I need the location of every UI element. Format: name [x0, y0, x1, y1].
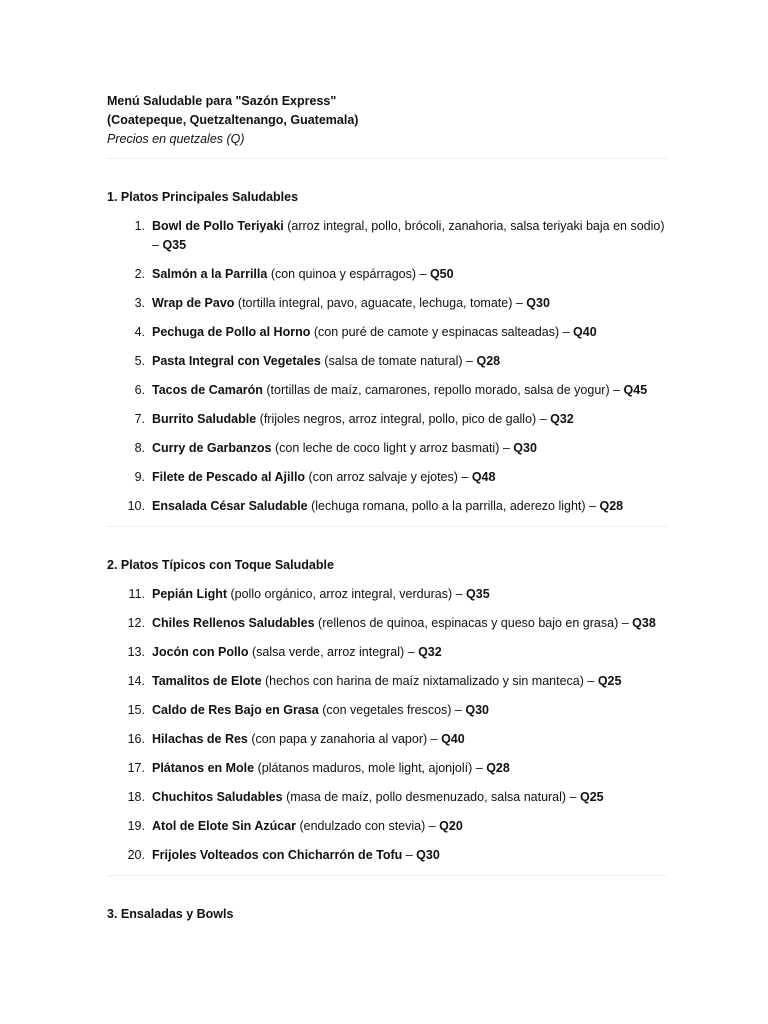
item-description: (con quinoa y espárragos) [267, 267, 417, 281]
item-price: Q25 [597, 674, 622, 688]
item-description: (pollo orgánico, arroz integral, verduras) [227, 587, 453, 601]
item-description: (con puré de camote y espinacas salteadas) [310, 325, 560, 339]
item-description: (plátanos maduros, mole light, ajonjolí) [254, 761, 473, 775]
item-description: (con papa y zanahoria al vapor) [247, 732, 428, 746]
item-separator: – [609, 383, 624, 397]
menu-item [107, 788, 667, 807]
item-description: (tortilla integral, pavo, aguacate, lechuga, tomate) [234, 296, 513, 310]
item-price: Q32 [550, 412, 574, 426]
item-number: 3. [134, 296, 145, 310]
menu-item [107, 672, 667, 691]
item-name: Jocón con Pollo [152, 645, 249, 659]
item-name: Bowl de Pollo Teriyaki [152, 219, 284, 233]
item-name: Pasta Integral con Vegetales [152, 354, 321, 368]
item-number: 4. [134, 325, 145, 339]
item-name: Filete de Pescado al Ajillo [152, 470, 306, 484]
item-number: 1. [134, 219, 145, 233]
menu-item [107, 294, 667, 313]
item-number: 10. [127, 499, 145, 513]
item-number: 9. [134, 470, 145, 484]
menu-item [107, 265, 667, 284]
item-description: (masa de maíz, pollo desmenuzado, salsa natural) [282, 790, 567, 804]
item-separator: – [559, 325, 574, 339]
item-description: (arroz integral, pollo, brócoli, zanahoria, salsa teriyaki baja en sodio) [283, 219, 665, 233]
menu-item [107, 468, 667, 487]
menu-item [107, 730, 667, 749]
item-price: Q38 [632, 616, 656, 630]
item-price: Q45 [623, 383, 648, 397]
item-name: Frijoles Volteados con Chicharrón de Tofu [152, 848, 403, 862]
item-separator: – [462, 354, 477, 368]
section-title: 3. Ensaladas y Bowls [107, 907, 234, 921]
item-description: (lechuga romana, pollo a la parrilla, aderezo light) [307, 499, 586, 513]
item-separator: – [583, 674, 598, 688]
item-separator: – [404, 645, 419, 659]
item-separator: – [499, 441, 514, 455]
item-name: Hilachas de Res [152, 732, 248, 746]
item-number: 17. [127, 761, 145, 775]
menu-item [107, 497, 667, 516]
item-price: Q50 [429, 267, 454, 281]
item-separator: – [152, 238, 163, 252]
currency-note: Precios en quetzales (Q) [107, 132, 245, 146]
item-separator: – [425, 819, 440, 833]
item-separator: – [452, 587, 467, 601]
item-price: Q35 [162, 238, 187, 252]
menu-item [107, 614, 667, 633]
item-description: (tortillas de maíz, camarones, repollo morado, salsa de yogur) [262, 383, 610, 397]
item-description: (con vegetales frescos) [318, 703, 452, 717]
item-name: Burrito Saludable [152, 412, 257, 426]
item-number: 18. [127, 790, 145, 804]
menu-item [107, 701, 667, 720]
item-name: Pechuga de Pollo al Horno [152, 325, 311, 339]
item-description: (endulzado con stevia) [296, 819, 426, 833]
menu-item [107, 643, 667, 662]
menu-item [107, 323, 667, 342]
menu-title: Menú Saludable para "Sazón Express" [107, 94, 337, 108]
item-price: Q35 [466, 587, 490, 601]
item-number: 20. [127, 848, 145, 862]
section-ensaladas-bowls [107, 905, 667, 924]
item-name: Wrap de Pavo [152, 296, 235, 310]
menu-document [107, 92, 667, 924]
item-separator: – [427, 732, 442, 746]
item-price: Q28 [476, 354, 501, 368]
section-platos-tipicos [107, 556, 667, 865]
item-price: Q30 [465, 703, 489, 717]
item-number: 15. [127, 703, 145, 717]
item-price: Q40 [573, 325, 597, 339]
menu-location: (Coatepeque, Quetzaltenango, Guatemala) [107, 113, 359, 127]
item-number: 12. [127, 616, 145, 630]
header-divider [107, 158, 667, 159]
item-name: Ensalada César Saludable [152, 499, 308, 513]
menu-item [107, 585, 667, 604]
menu-item [107, 817, 667, 836]
item-description: (salsa verde, arroz integral) [248, 645, 405, 659]
item-list [107, 217, 667, 516]
item-number: 7. [134, 412, 145, 426]
item-list [107, 585, 667, 865]
item-price: Q30 [526, 296, 550, 310]
item-separator: – [472, 761, 487, 775]
item-description: (con leche de coco light y arroz basmati) [271, 441, 500, 455]
section-title: 2. Platos Típicos con Toque Saludable [107, 558, 334, 572]
item-description: (con arroz salvaje y ejotes) [305, 470, 458, 484]
section-platos-principales [107, 188, 667, 516]
item-price: Q20 [439, 819, 463, 833]
item-price: Q40 [441, 732, 465, 746]
item-number: 6. [134, 383, 145, 397]
item-description: (hechos con harina de maíz nixtamalizado y sin manteca) [261, 674, 584, 688]
item-name: Chiles Rellenos Saludables [152, 616, 315, 630]
item-name: Curry de Garbanzos [152, 441, 272, 455]
item-separator: – [618, 616, 633, 630]
item-price: Q28 [599, 499, 624, 513]
item-number: 11. [128, 587, 145, 601]
item-number: 5. [134, 354, 145, 368]
item-name: Pepián Light [152, 587, 227, 601]
item-description: (frijoles negros, arroz integral, pollo, pico de gallo) [256, 412, 537, 426]
item-number: 8. [134, 441, 145, 455]
menu-item [107, 439, 667, 458]
section-divider [107, 526, 667, 527]
item-description: (salsa de tomate natural) [320, 354, 463, 368]
item-name: Plátanos en Mole [152, 761, 255, 775]
menu-item [107, 352, 667, 371]
item-price: Q28 [486, 761, 510, 775]
menu-item [107, 217, 667, 255]
item-number: 14. [127, 674, 145, 688]
item-price: Q32 [418, 645, 442, 659]
item-separator: – [416, 267, 430, 281]
item-separator: – [585, 499, 600, 513]
item-name: Caldo de Res Bajo en Grasa [152, 703, 319, 717]
item-name: Chuchitos Saludables [152, 790, 283, 804]
item-separator: – [512, 296, 527, 310]
menu-item [107, 846, 667, 865]
item-separator: – [402, 848, 417, 862]
item-separator: – [457, 470, 472, 484]
item-separator: – [451, 703, 466, 717]
item-description: (rellenos de quinoa, espinacas y queso bajo en grasa) [314, 616, 619, 630]
item-price: Q25 [579, 790, 604, 804]
item-number: 2. [134, 267, 145, 281]
item-name: Salmón a la Parrilla [152, 267, 268, 281]
item-name: Atol de Elote Sin Azúcar [152, 819, 297, 833]
item-name: Tacos de Camarón [152, 383, 263, 397]
item-name: Tamalitos de Elote [152, 674, 262, 688]
item-separator: – [566, 790, 580, 804]
section-title: 1. Platos Principales Saludables [107, 190, 299, 204]
menu-item [107, 759, 667, 778]
item-separator: – [536, 412, 551, 426]
menu-item [107, 410, 667, 429]
item-price: Q30 [416, 848, 440, 862]
item-price: Q30 [513, 441, 537, 455]
item-number: 16. [127, 732, 145, 746]
item-number: 19. [127, 819, 145, 833]
section-divider [107, 875, 667, 876]
item-number: 13. [127, 645, 145, 659]
menu-item [107, 381, 667, 400]
item-price: Q48 [471, 470, 496, 484]
